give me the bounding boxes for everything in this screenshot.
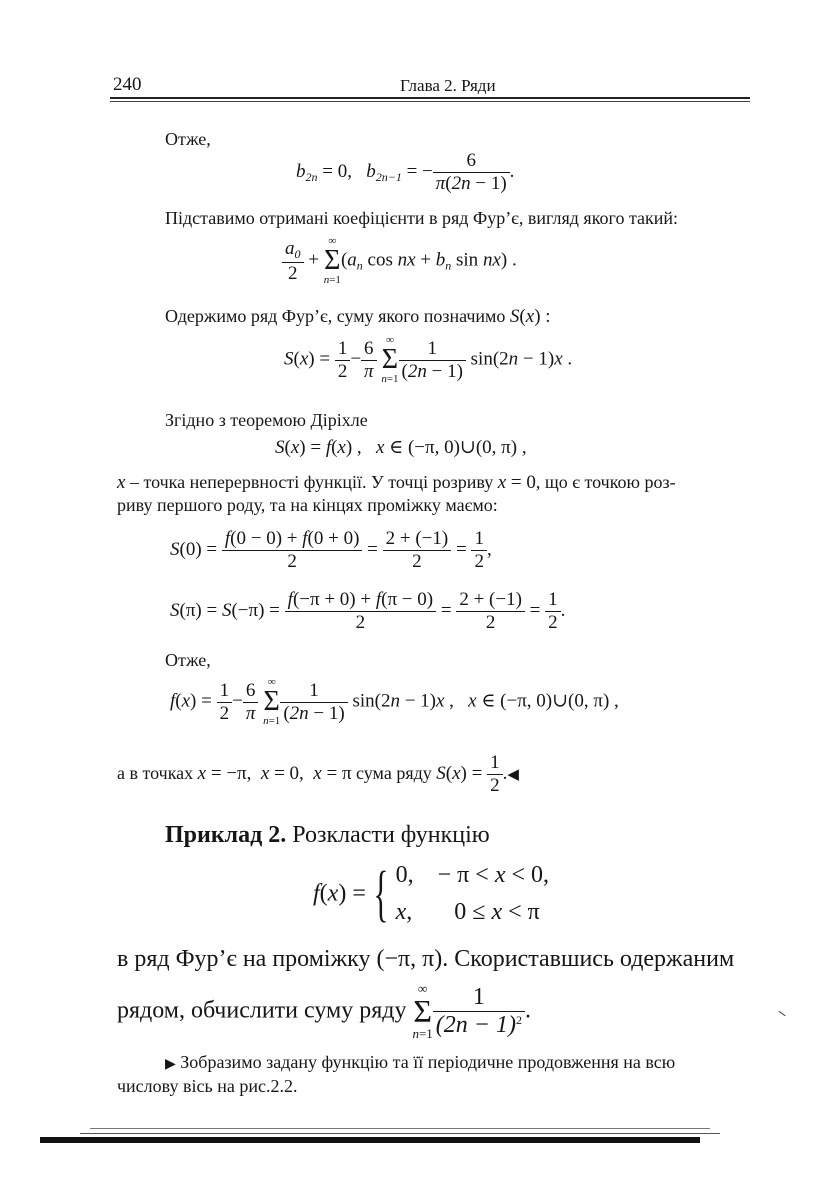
paragraph-obtain: Одержимо ряд Фур’є, суму якого позначимо S(x) : bbox=[165, 306, 551, 327]
example-line-interval: в ряд Фур’є на проміжку (−π, π). Скориставшись одержаним bbox=[117, 946, 735, 972]
paragraph-therefore-2: Отже, bbox=[165, 650, 211, 670]
paragraph-at-points: а в точках x = −π, x = 0, x = π сума ряду S(x) = $\frac{1}{2}$ .◀ bbox=[117, 752, 519, 796]
formula-dirichlet: S(x) = f(x) , x ∈ (−π, 0)∪(0, π) , bbox=[275, 437, 527, 458]
paragraph-substitute: Підставимо отримані коефіцієнти в ряд Фур’є, вигляд якого такий: bbox=[165, 208, 679, 228]
header-rule-thin bbox=[110, 101, 750, 102]
footer-rule-thin bbox=[90, 1128, 710, 1129]
paragraph-therefore: Отже, bbox=[165, 129, 211, 149]
chapter-title: Глава 2. Ряди bbox=[400, 76, 496, 95]
paragraph-discontinuity: риву першого роду, та на кінцях проміжку маємо: bbox=[117, 495, 498, 515]
example-line-series: рядом, обчислити суму ряду ∞ Σ n=1 $\frac{1}{(2n - 1)^2}$ . bbox=[117, 981, 531, 1041]
footer-rule bbox=[40, 1137, 700, 1143]
header-rule bbox=[110, 97, 750, 99]
paragraph-draw: ▶ Зобразимо задану функцію та її періодичне продовження на всю bbox=[165, 1052, 676, 1072]
formula-fourier-general: $\frac{a_0}{2}$ + ∞ Σ n=1 ($a_n$ cos nx + $b_n$ sin nx) . bbox=[282, 236, 517, 286]
footer-rule-thin-2 bbox=[80, 1133, 720, 1134]
paragraph-draw-2: числову вісь на рис.2.2. bbox=[117, 1076, 298, 1096]
paragraph-dirichlet: Згідно з теоремою Діріхле bbox=[165, 410, 368, 430]
formula-piecewise: f(x) = { 0, − π < x < 0, x, 0 ≤ x < π bbox=[313, 860, 550, 929]
stray-mark bbox=[778, 1011, 785, 1016]
formula-s-zero: S(0) = $\frac{f(0 - 0) + f(0 + 0)}{2}$ = $\frac{2 + (-1)}{2}$ = $\frac{1}{2}$ , bbox=[170, 528, 492, 572]
formula-f-series: f(x) = $\frac{1}{2}$ − $\frac{6}{\pi}$ ∞ Σ n=1 $\frac{1}{(2n - 1)}$ sin(2n − 1)x , x ∈ (−π, 0)∪(0, π) , bbox=[170, 676, 619, 727]
formula-b-coefficients: $b_{2n} = 0$, $b_{2n-1}$ = − $\frac{6}{\pi(2n - 1)}$ . bbox=[296, 150, 515, 194]
formula-s-series: S(x) = $\frac{1}{2}$ − $\frac{6}{\pi}$ ∞ Σ n=1 $\frac{1}{(2n - 1)}$ sin(2n − 1)x . bbox=[284, 334, 573, 385]
page-number: 240 bbox=[113, 74, 142, 95]
example-heading: Приклад 2. Розкласти функцію bbox=[165, 822, 490, 848]
formula-s-pi: S(π) = S(−π) = $\frac{f(-\pi + 0) + f(\pi - 0)}{2}$ = $\frac{2 + (-1)}{2}$ = $\frac{1}{2}$ . bbox=[170, 589, 566, 633]
paragraph-continuity: x – точка неперервності функції. У точці розриву x = 0, що є точкою роз- bbox=[117, 472, 676, 493]
